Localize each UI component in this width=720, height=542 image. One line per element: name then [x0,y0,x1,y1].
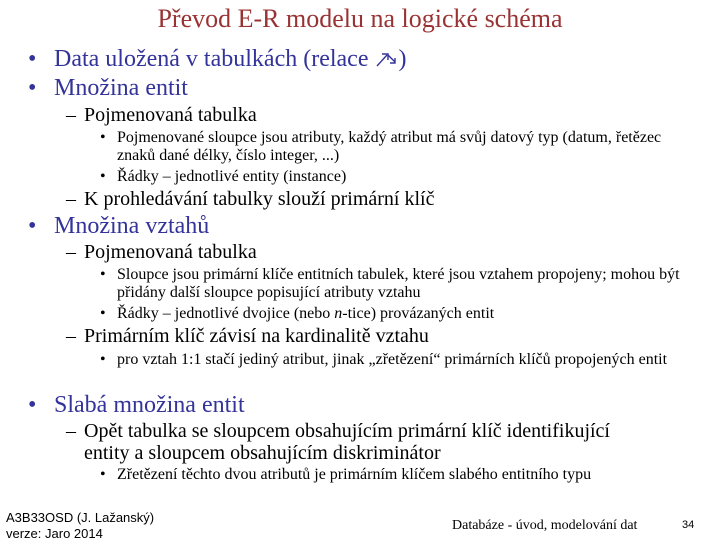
sub-bullet-concatenation [100,466,690,484]
bullet-text: Množina entit [54,75,188,101]
relation-arrow-icon [374,49,398,69]
sub-bullet-one-to-one [100,351,690,369]
bullet-marker: • [28,75,37,101]
bullet-text: Data uložená v tabulkách (relace [54,46,375,72]
dash-marker: – [66,104,76,126]
sub-bullet-marker: • [100,129,106,146]
sub-bullet-italic-n: n [334,305,343,322]
sub-bullet-marker: • [100,305,106,322]
sub-bullet-marker: • [100,351,106,368]
slide-title: Převod E-R modelu na logické schéma [157,4,563,33]
dash-text: Pojmenovaná tabulka [84,104,257,126]
bullet-text: Množina vztahů [54,213,210,239]
bullet-marker: • [28,213,37,239]
footer-term: verze: Jaro 2014 [6,526,103,541]
dash-marker: – [66,188,76,210]
sub-bullet-marker: • [100,466,106,483]
dash-text: Opět tabulka se sloupcem obsahujícím primární klíč identifikující entity a sloupcem obsahujícím diskriminátor [84,420,610,464]
sub-bullet-text: Zřetězení těchto dvou atributů je primárním klíčem slabého entitního typu [117,466,592,483]
sub-bullet-text-end: -tice) provázaných entit [342,305,495,322]
sub-bullet-text: Sloupce jsou primární klíče entitních tabulek, které jsou vztahem propojeny; mohou být přidány další sloupce popisující atributy vztahu [117,266,680,301]
sub-bullet-text: pro vztah 1:1 stačí jediný atribut, jinak „zřetězení“ primárních klíčů propojených entit [117,351,668,368]
sub-bullet-columns-keys [100,266,690,302]
sub-bullet-rows-tuples [100,305,690,323]
dash-marker: – [66,325,76,347]
page-number: 34 [682,519,695,531]
dash-text: Primárním klíč závisí na kardinalitě vztahu [84,325,429,347]
bullet-marker: • [28,46,37,72]
bullet-marker: • [28,392,37,418]
bullet-text: Slabá množina entit [54,392,245,418]
sub-bullet-text: Řádky – jednotlivé dvojice (nebo [117,305,335,322]
footer-author [6,510,154,542]
dash-weak-table [66,420,646,464]
dash-text: K prohledávání tabulky slouží primární klíč [84,188,435,210]
dash-marker: – [66,420,76,442]
dash-marker: – [66,241,76,263]
dash-text: Pojmenovaná tabulka [84,241,257,263]
sub-bullet-named-columns [100,129,690,165]
sub-bullet-text: Pojmenované sloupce jsou atributy, každý atribut má svůj datový typ (datum, řetězec znaků dané délky, číslo integer, ...) [117,129,662,164]
sub-bullet-marker: • [100,168,106,185]
bullet-text-end: ) [398,46,407,72]
sub-bullet-marker: • [100,266,106,283]
sub-bullet-text: Řádky – jednotlivé entity (instance) [117,168,347,185]
footer-course: A3B33OSD (J. Lažanský) [6,510,155,525]
sub-bullet-rows-entities [100,168,690,186]
footer-subject: Databáze - úvod, modelování dat [452,518,638,533]
